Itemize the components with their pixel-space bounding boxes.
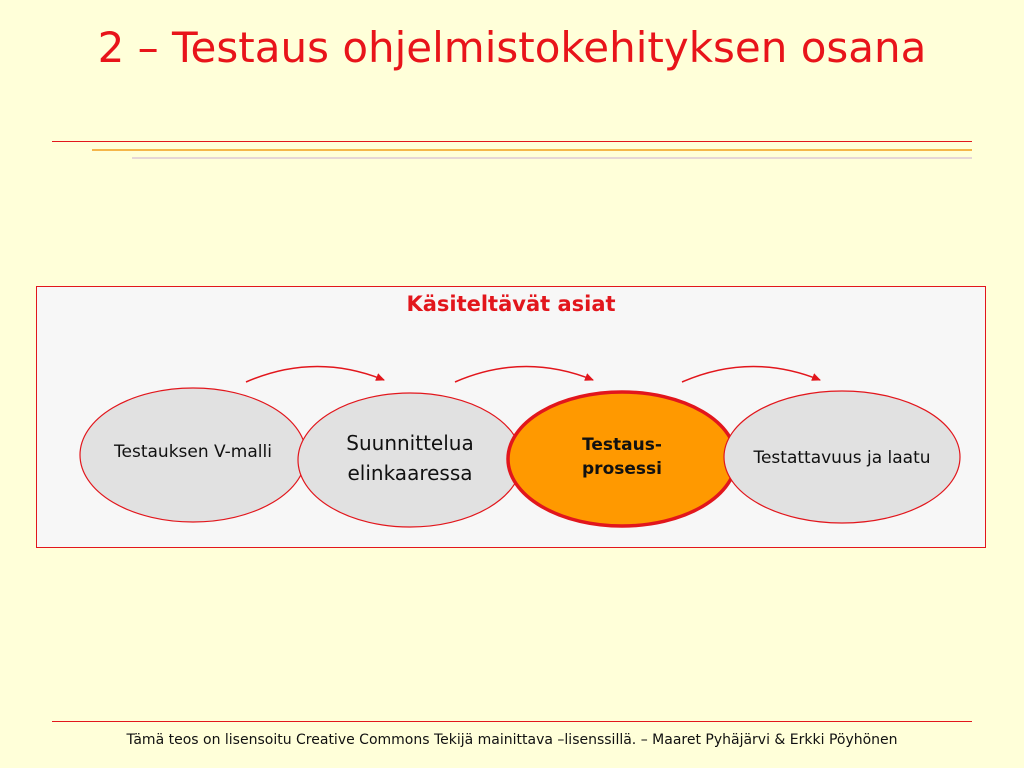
- flow-arrow-1: [246, 366, 384, 382]
- footer-divider: [52, 721, 972, 722]
- flow-arrow-3: [682, 366, 820, 382]
- flow-arrow-2: [455, 366, 593, 382]
- panel-heading: Käsiteltävät asiat: [406, 292, 616, 316]
- slide-title: 2 – Testaus ohjelmistokehityksen osana: [97, 23, 927, 72]
- footer-license: Tämä teos on lisensoitu Creative Commons Tekijä mainittava –lisenssillä. – Maaret Pyhäjärvi & Erkki Pöyhönen: [126, 732, 898, 748]
- node-label-v-malli: Testauksen V-malli: [114, 442, 272, 462]
- node-label-testaus-prosessi: Testaus-prosessi: [582, 435, 662, 479]
- node-label-suunnittelua: Suunnittelua elinkaaressa: [346, 431, 474, 485]
- node-label-testattavuus: Testattavuus ja laatu: [753, 447, 931, 468]
